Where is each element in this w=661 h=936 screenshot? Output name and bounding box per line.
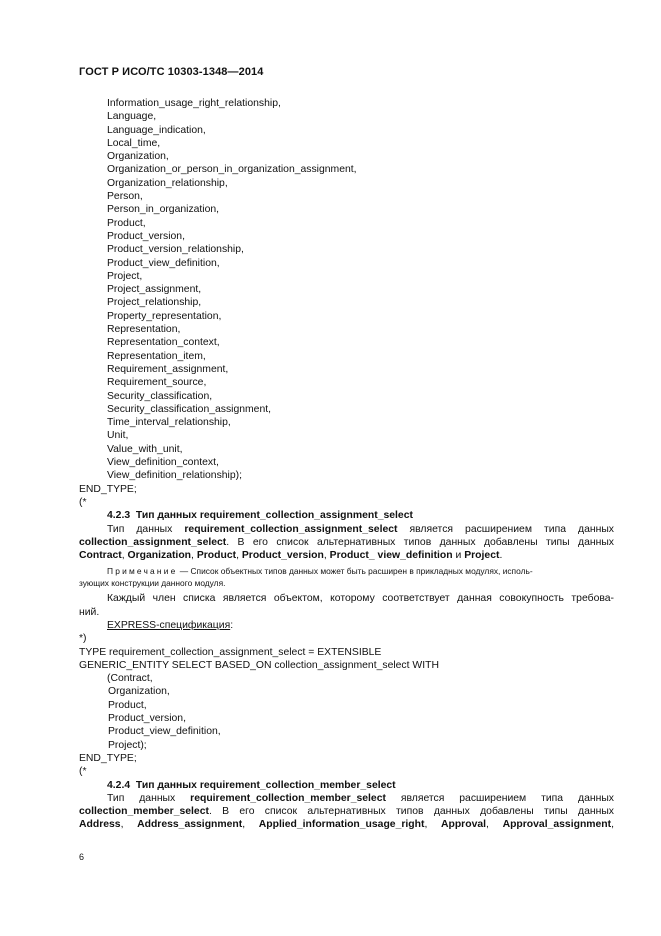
- comment-open-1: (*: [79, 496, 87, 508]
- member-para-line2: ний.: [79, 606, 100, 618]
- entity-list-item: View_definition_context,: [107, 457, 219, 469]
- entity-list-item: Organization_relationship,: [107, 177, 228, 189]
- entity-list-item: Requirement_assignment,: [107, 363, 229, 375]
- entity-list-item: Organization_or_person_in_organization_assignment,: [107, 164, 357, 176]
- express-item-4: Product_view_definition,: [108, 726, 221, 738]
- entity-list-item: Person_in_organization,: [107, 204, 220, 216]
- document-body: [79, 97, 614, 832]
- member-para-line1: Каждый член списка является объектом, которому соответствует данная совокупность требова-: [107, 593, 614, 605]
- entity-list-item: View_definition_relationship);: [107, 470, 242, 482]
- end-type-1: END_TYPE;: [79, 483, 137, 495]
- entity-list-item: Security_classification,: [107, 390, 213, 402]
- express-item-1: Organization,: [108, 686, 170, 698]
- entity-list-item: Project_relationship,: [107, 297, 202, 309]
- express-item-2: Product,: [108, 699, 147, 711]
- section-4-2-4-para-line1: Тип данных requirement_collection_member_select является расширением типа данных: [107, 792, 614, 804]
- comment-open-2: (*: [79, 766, 87, 778]
- page-number: 6: [79, 852, 85, 862]
- entity-list-item: Representation_item,: [107, 350, 206, 362]
- entity-list-item: Language_indication,: [107, 124, 206, 136]
- entity-list-item: Information_usage_right_relationship,: [107, 98, 281, 109]
- entity-list-item: Language,: [107, 111, 157, 123]
- section-4-2-3-para-line2: collection_assignment_select. В его список альтернативных типов данных добавлены типы данных: [79, 536, 614, 548]
- section-4-2-3-heading: 4.2.3 Тип данных requirement_collection_assignment_select: [107, 510, 413, 522]
- express-item-5: Project);: [108, 739, 147, 751]
- entity-list-item: Property_representation,: [107, 310, 222, 322]
- express-line-1: TYPE requirement_collection_assignment_select = EXTENSIBLE: [79, 646, 382, 658]
- entity-list-item: Value_with_unit,: [107, 443, 183, 455]
- end-type-2: END_TYPE;: [79, 752, 137, 764]
- entity-list: [79, 97, 614, 483]
- entity-list-item: Time_interval_relationship,: [107, 417, 231, 429]
- entity-list-item: Representation,: [107, 324, 181, 336]
- entity-list-item: Product_view_definition,: [107, 257, 220, 269]
- entity-list-item: Person,: [107, 191, 143, 203]
- express-spec-label: EXPRESS-спецификация:: [107, 619, 234, 631]
- entity-list-item: Project,: [107, 270, 143, 282]
- entity-list-item: Requirement_source,: [107, 377, 207, 389]
- note-line2: зующих конструкции данного модуля.: [79, 578, 226, 589]
- note-line1: Примечание — Список объектных типов данных может быть расширен в прикладных модулях, исполь-: [107, 566, 533, 577]
- section-4-2-4-para-line2: collection_member_select. В его список альтернативных типов данных добавлены типы данных: [79, 806, 614, 818]
- section-4-2-3-para-line1: Тип данных requirement_collection_assignment_select является расширением типа данных: [107, 523, 614, 535]
- express-line-2: GENERIC_ENTITY SELECT BASED_ON collection_assignment_select WITH: [79, 659, 439, 671]
- document-header: ГОСТ Р ИСО/ТС 10303-1348—2014: [79, 66, 264, 78]
- entity-list-item: Local_time,: [107, 137, 161, 149]
- entity-list-item: Product_version,: [107, 230, 185, 242]
- entity-list-item: Organization,: [107, 151, 169, 163]
- entity-list-item: Product_version_relationship,: [107, 244, 244, 256]
- entity-list-item: Unit,: [107, 430, 129, 442]
- comment-close: *): [79, 633, 87, 645]
- entity-list-item: Product,: [107, 217, 146, 229]
- entity-list-item: Representation_context,: [107, 337, 220, 349]
- section-4-2-3-para-line3: Contract, Organization, Product, Product_version, Product_ view_definition и Project.: [79, 550, 503, 562]
- express-item-3: Product_version,: [108, 713, 186, 725]
- express-item-0: (Contract,: [107, 673, 153, 685]
- section-4-2-4-para-line3: Address, Address_assignment, Applied_information_usage_right, Approval, Approval_assignment,: [79, 819, 615, 831]
- entity-list-item: Security_classification_assignment,: [107, 403, 272, 415]
- section-4-2-4-heading: 4.2.4 Тип данных requirement_collection_member_select: [107, 779, 396, 791]
- entity-list-item: Project_assignment,: [107, 284, 202, 296]
